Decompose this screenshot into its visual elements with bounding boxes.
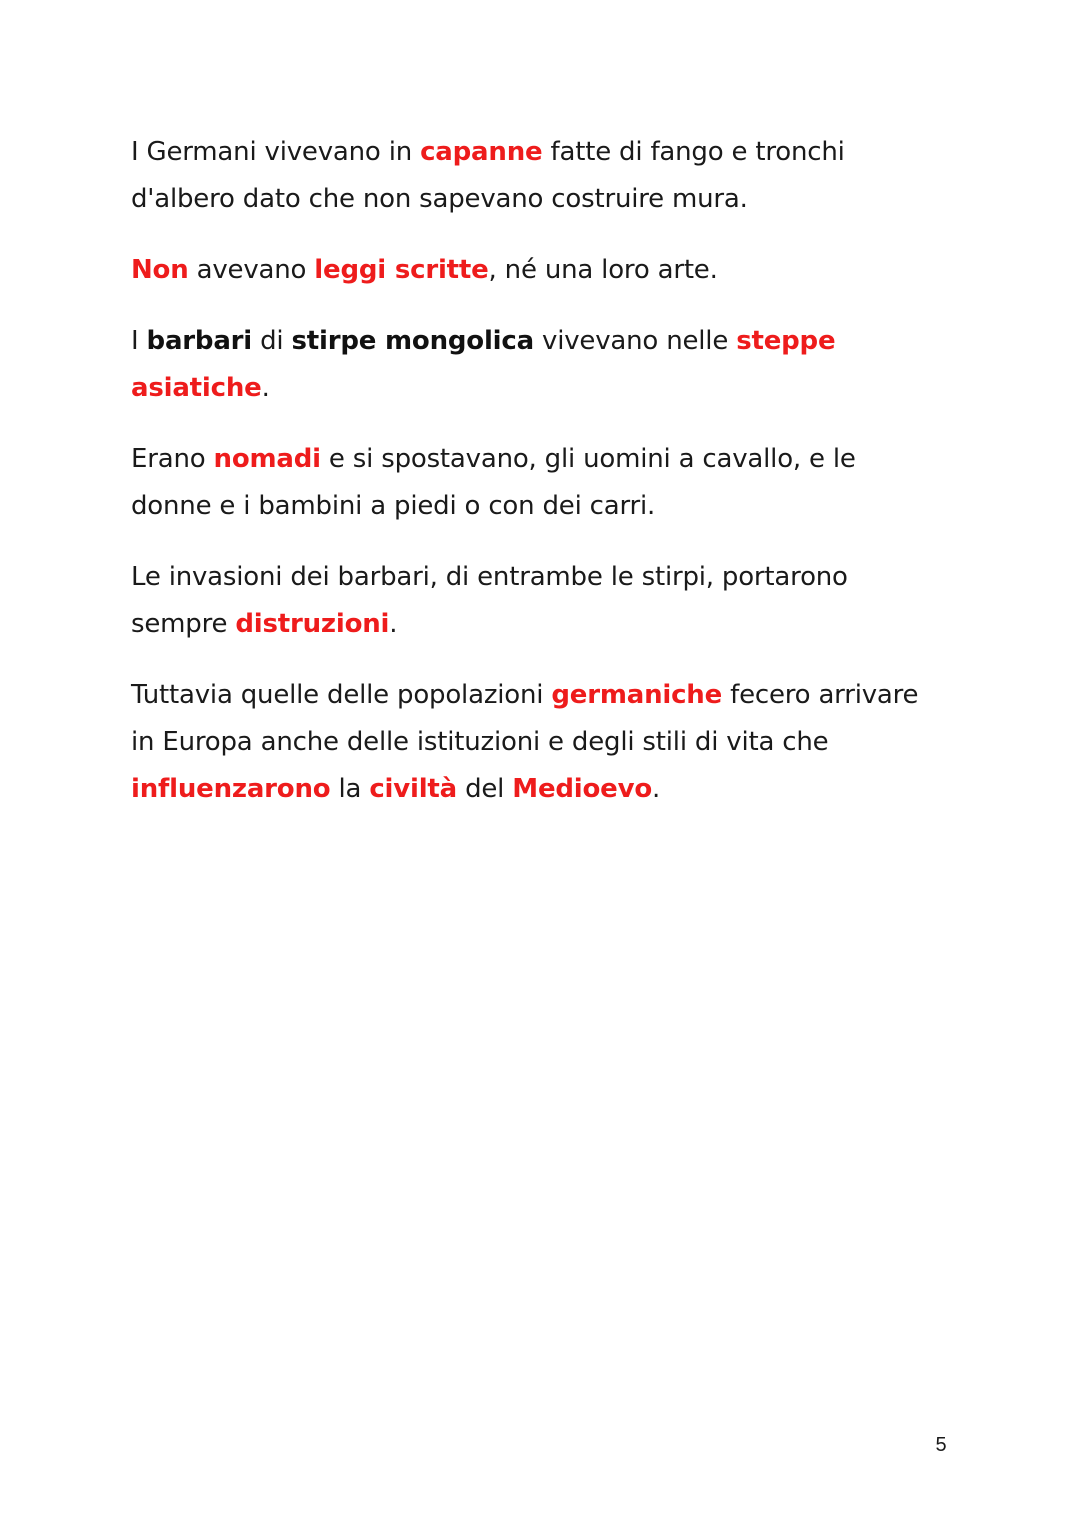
text-run: Erano	[131, 444, 214, 474]
text-run: del	[457, 774, 513, 804]
text-run: I	[131, 326, 147, 356]
highlight-capanne: capanne	[420, 137, 543, 167]
text-run: Tuttavia quelle delle popolazioni	[131, 680, 552, 710]
highlight-nomadi: nomadi	[213, 444, 321, 474]
paragraph-invasioni	[131, 554, 931, 648]
paragraph-stirpe-mongolica	[131, 318, 931, 412]
highlight-distruzioni: distruzioni	[235, 609, 390, 639]
paragraph-germaniche	[131, 672, 931, 813]
text-run: Le invasioni dei barbari, di entrambe le stirpi, portarono sempre	[131, 562, 848, 639]
highlight-medioevo: Medioevo	[512, 774, 653, 804]
text-run: avevano	[188, 255, 315, 285]
text-run: , né una loro arte.	[488, 255, 718, 285]
page-number: 5	[935, 1434, 947, 1456]
text-run: I Germani vivevano in	[131, 137, 421, 167]
highlight-germaniche: germaniche	[551, 680, 723, 710]
highlight-leggi-scritte: leggi scritte	[314, 255, 489, 285]
text-body	[131, 129, 931, 837]
text-run: .	[261, 373, 270, 403]
text-run: la	[330, 774, 370, 804]
text-run: fatte di fango e tronchi d'albero dato che non sapevano costruire mura.	[131, 137, 845, 214]
highlight-influenzarono: influenzarono	[131, 774, 331, 804]
paragraph-nomadi	[131, 436, 931, 530]
text-run: .	[652, 774, 661, 804]
text-run: vivevano nelle	[533, 326, 737, 356]
highlight-steppe-asiatiche: steppe asiatiche	[131, 326, 836, 403]
bold-stirpe-mongolica: stirpe mongolica	[291, 326, 534, 356]
highlight-civilta: civiltà	[369, 774, 457, 804]
highlight-non: Non	[131, 255, 189, 285]
text-run: fecero arrivare in Europa anche delle istituzioni e degli stili di vita che	[131, 680, 919, 757]
text-run: .	[389, 609, 398, 639]
bold-barbari: barbari	[146, 326, 253, 356]
paragraph-leggi-scritte	[131, 247, 931, 294]
text-run: e si spostavano, gli uomini a cavallo, e le donne e i bambini a piedi o con dei carri.	[131, 444, 856, 521]
paragraph-germani-capanne	[131, 129, 931, 223]
text-run: di	[252, 326, 292, 356]
